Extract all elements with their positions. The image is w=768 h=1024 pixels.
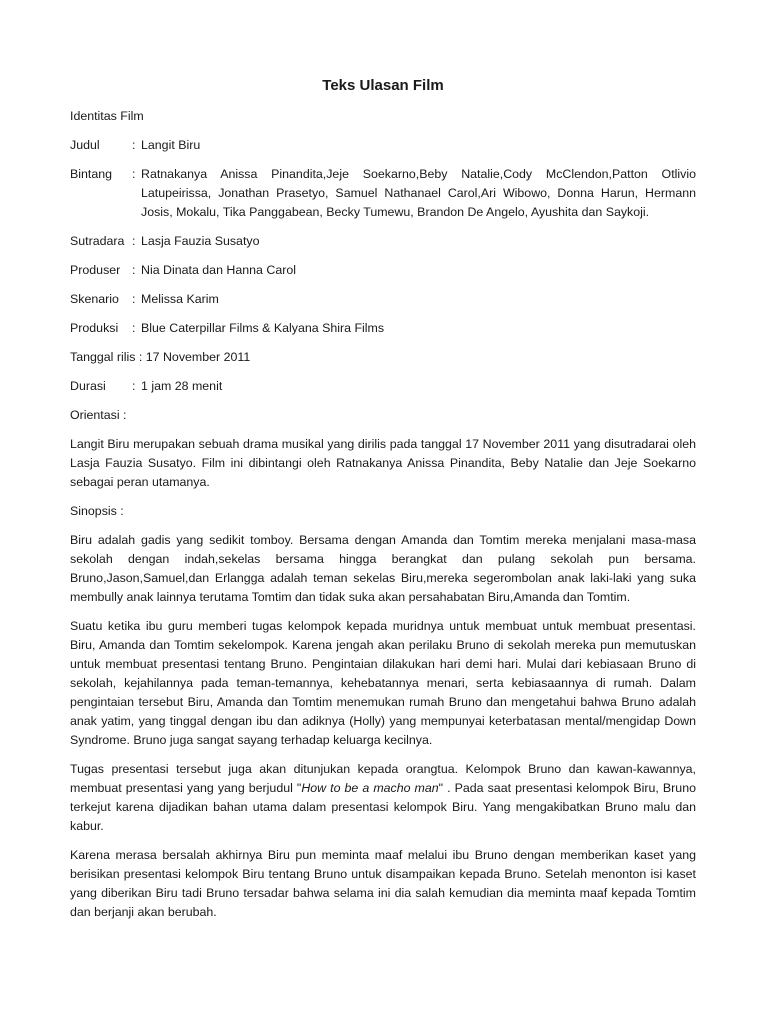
- field-colon: :: [132, 138, 136, 152]
- orientasi-paragraph: Langit Biru merupakan sebuah drama musikal yang dirilis pada tanggal 17 November 2011 yang disutradarai oleh Lasja Fauzia Susatyo. Film ini dibintangi oleh Ratnakanya Anissa Pinandita, Beby Natalie dan Jeje Soekarno sebagai peran utamanya.: [70, 437, 696, 489]
- italic-title: How to be a macho man: [301, 781, 439, 795]
- field-bintang: [70, 165, 696, 222]
- paragraph-text: " . Pada saat presentasi kelompok Biru, Bruno terkejut karena dijadikan bahan utama dalam presentasi kelompok Biru. Yang mengakibatkan Bruno malu dan kabur.: [70, 781, 696, 833]
- document-title: Teks Ulasan Film: [322, 77, 444, 94]
- field-value: Melissa Karim: [141, 292, 219, 306]
- field-label: Produser: [70, 263, 121, 277]
- field-judul: [70, 136, 696, 155]
- field-produser: [70, 261, 696, 280]
- sinopsis-paragraph-3: [70, 760, 696, 836]
- paragraph-text: Tugas presentasi tersebut juga akan ditunjukan kepada orangtua. Kelompok Bruno dan kawan-kawannya, membuat presentasi yang yang berjudul ": [70, 762, 696, 795]
- field-colon: :: [132, 292, 136, 306]
- field-value: Langit Biru: [141, 138, 201, 152]
- sinopsis-paragraph-1: Biru adalah gadis yang sedikit tomboy. Bersama dengan Amanda dan Tomtim mereka menjalani masa-masa sekolah dengan indah,sekelas bersama hingga berangkat dan pulang sekolah pun bersama. Bruno,Jason,Samuel,dan Erlangga adalah teman sekelas Biru,mereka segerombolan anak laki-laki yang suka membully anak lainnya terutama Tomtim dan tidak suka akan persahabatan Biru,Amanda dan Tomtim.: [70, 533, 696, 604]
- field-label: Produksi: [70, 321, 119, 335]
- sinopsis-paragraph-2: Suatu ketika ibu guru memberi tugas kelompok kepada muridnya untuk membuat untuk membuat presentasi. Biru, Amanda dan Tomtim sekelompok. Karena jengah akan perilaku Bruno di sekolah mereka pun memutuskan untuk membuat presentasi tentang Bruno. Pengintaian dilakukan hari demi hari. Mulai dari kebiasaan Bruno di sekolah, kejahilannya pada teman-temannya, kehebatannya menari, serta kebiasaannya di rumah. Dalam pengintaian tersebut Biru, Amanda dan Tomtim menemukan rumah Bruno dan mengetahui bahwa Bruno adalah anak yatim, yang tinggal dengan ibu dan adiknya (Holly) yang mempunyai keterbatasan mental/mengidap Down Syndrome. Bruno juga sangat sayang terhadap keluarga kecilnya.: [70, 619, 696, 747]
- field-value: Ratnakanya Anissa Pinandita,Jeje Soekarno,Beby Natalie,Cody McClendon,Patton Otlivio Latupeirissa, Jonathan Prasetyo, Samuel Nathanael Carol,Ari Wibowo, Donna Harun, Hermann Josis, Mokalu, Tika Panggabean, Becky Tumewu, Brandon De Angelo, Ayushita dan Saykoji.: [141, 167, 696, 219]
- field-sutradara: [70, 232, 696, 251]
- field-colon: :: [132, 379, 136, 393]
- field-durasi: [70, 377, 696, 396]
- field-label: Skenario: [70, 292, 119, 306]
- field-colon: :: [132, 321, 136, 335]
- field-colon: :: [132, 263, 136, 277]
- field-value: Nia Dinata dan Hanna Carol: [141, 263, 296, 277]
- identity-heading: Identitas Film: [70, 109, 144, 123]
- field-label: Durasi: [70, 379, 106, 393]
- field-skenario: [70, 290, 696, 309]
- orientasi-heading: Orientasi :: [70, 408, 127, 422]
- field-label: Judul: [70, 138, 100, 152]
- field-colon: :: [132, 167, 136, 181]
- sinopsis-paragraph-4: Karena merasa bersalah akhirnya Biru pun meminta maaf melalui ibu Bruno dengan memberikan kaset yang berisikan presentasi kelompok Biru tentang Bruno untuk disampaikan kepada Bruno. Setelah menonton isi kaset yang diberikan Biru tadi Bruno tersadar bahwa selama ini dia salah kemudian dia meminta maaf kepada Tomtim dan berjanji akan berubah.: [70, 848, 696, 919]
- field-produksi: [70, 319, 696, 338]
- sinopsis-heading: Sinopsis :: [70, 504, 124, 518]
- field-label: Bintang: [70, 167, 113, 181]
- field-tanggal-rilis: Tanggal rilis : 17 November 2011: [70, 350, 251, 364]
- field-value: Blue Caterpillar Films & Kalyana Shira Films: [141, 321, 385, 335]
- field-value: 1 jam 28 menit: [141, 379, 223, 393]
- field-value: Lasja Fauzia Susatyo: [141, 234, 260, 248]
- field-colon: :: [132, 234, 136, 248]
- field-label: Sutradara: [70, 234, 125, 248]
